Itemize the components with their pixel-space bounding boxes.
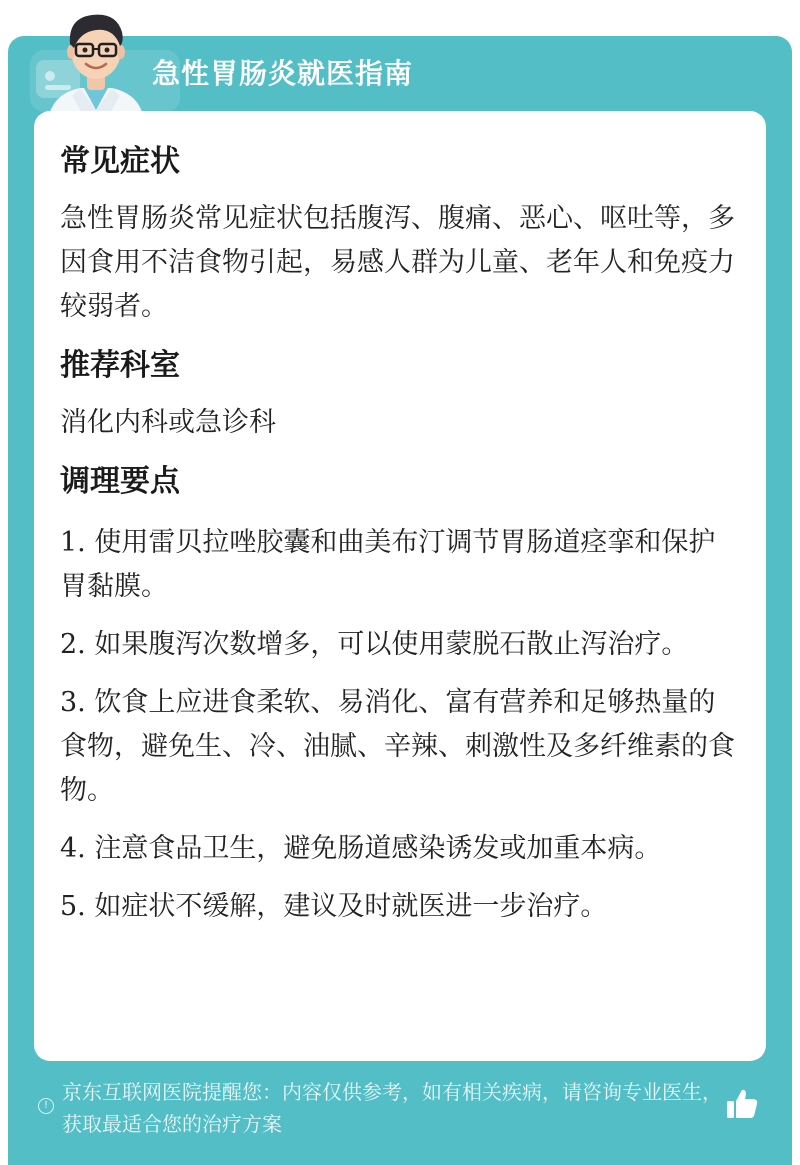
care-tip	[60, 521, 740, 609]
tip-number: 2.	[60, 629, 86, 660]
tip-text: 使用雷贝拉唑胶囊和曲美布汀调节胃肠道痉挛和保护胃黏膜。	[60, 527, 716, 602]
content-card	[34, 111, 766, 1061]
section-title-department: 推荐科室	[60, 348, 180, 383]
care-tip	[60, 885, 740, 929]
care-tip	[60, 827, 740, 871]
tip-number: 1.	[60, 527, 86, 558]
section-title-care: 调理要点	[60, 464, 180, 499]
tip-number: 3.	[60, 687, 86, 718]
disclaimer-text: 京东互联网医院提醒您：内容仅供参考，如有相关疾病，请咨询专业医生，获取最适合您的治疗方案	[62, 1080, 722, 1136]
tip-text: 如果腹泻次数增多，可以使用蒙脱石散止泻治疗。	[94, 629, 689, 660]
info-icon: !	[38, 1098, 54, 1114]
care-tip	[60, 681, 740, 813]
thumbs-up-icon[interactable]	[724, 1086, 760, 1122]
disclaimer-footer	[34, 1074, 734, 1154]
section-title-symptoms: 常见症状	[60, 144, 180, 179]
page-title: 急性胃肠炎就医指南	[152, 57, 414, 90]
care-tip	[60, 623, 740, 667]
tip-text: 注意食品卫生，避免肠道感染诱发或加重本病。	[94, 833, 662, 864]
tip-number: 5.	[60, 891, 86, 922]
symptoms-text: 急性胃肠炎常见症状包括腹泻、腹痛、恶心、呕吐等，多因食用不洁食物引起，易感人群为儿童、老年人和免疫力较弱者。	[60, 203, 735, 322]
tip-text: 饮食上应进食柔软、易消化、富有营养和足够热量的食物，避免生、冷、油腻、辛辣、刺激性及多纤维素的食物。	[60, 687, 735, 806]
tip-text: 如症状不缓解，建议及时就医进一步治疗。	[94, 891, 608, 922]
department-text: 消化内科或急诊科	[60, 407, 276, 438]
doctor-avatar-icon	[40, 6, 152, 120]
tip-number: 4.	[60, 833, 86, 864]
